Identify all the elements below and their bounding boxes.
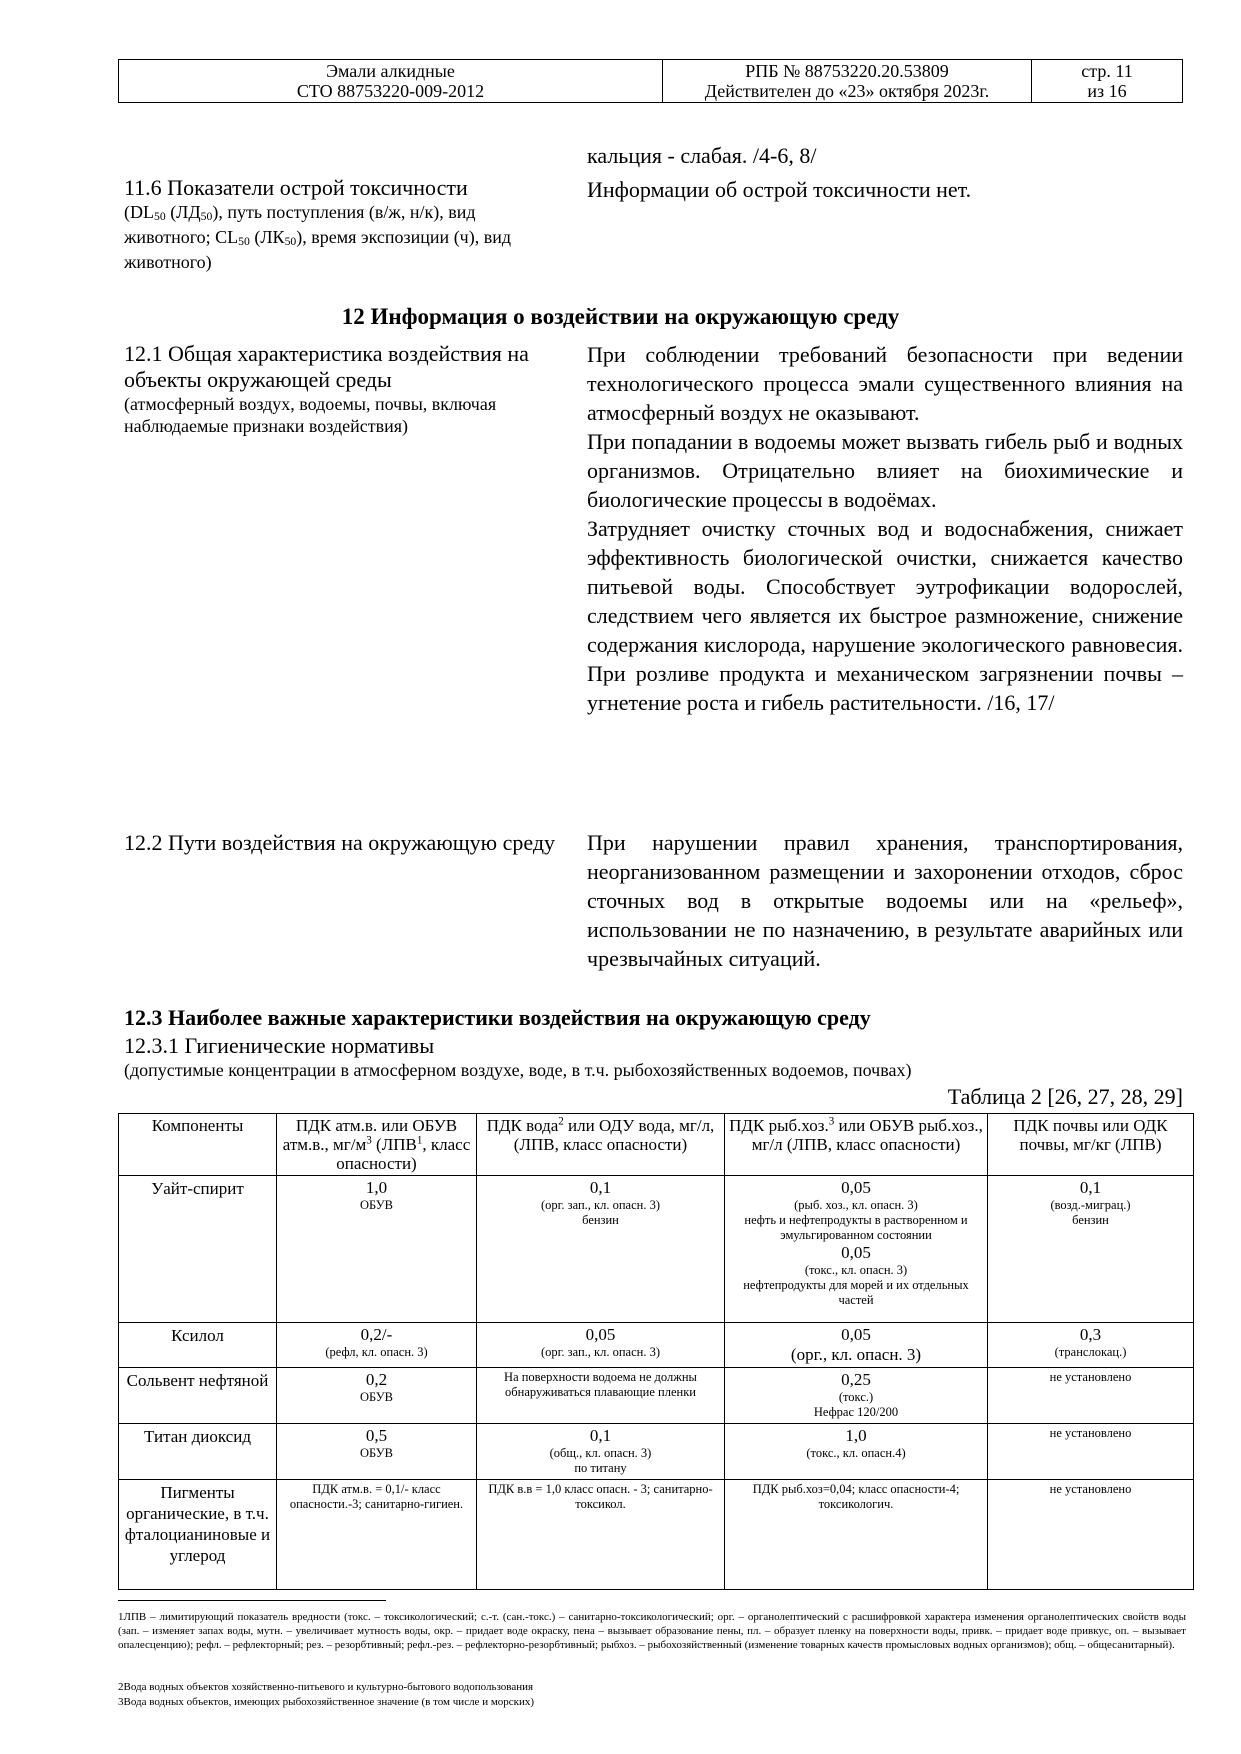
header-valid: Действителен до «23» октября 2023г. (704, 81, 990, 101)
row-soil: не установлено (988, 1424, 1194, 1480)
table-caption: Таблица 2 [26, 27, 28, 29] (947, 1084, 1183, 1109)
col-components: Компоненты (119, 1114, 277, 1176)
col-water: ПДК вода$^2$ или ОДУ вода, мг/л, (ЛПВ, класс опасности) (477, 1114, 725, 1176)
col-soil: ПДК почвы или ОДК почвы, мг/кг (ЛПВ) (988, 1114, 1194, 1176)
row-soil: не установлено (988, 1480, 1194, 1590)
header-page: стр. 11 (1081, 61, 1133, 81)
row-fish: 0,05 (орг., кл. опасн. 3) (725, 1323, 988, 1368)
table-header-row (119, 1114, 1194, 1176)
row-soil: 0,3 (транслокац.) (988, 1323, 1194, 1368)
table-row (119, 1424, 1194, 1480)
header-of: из 16 (1087, 81, 1127, 101)
row-air: 0,5 ОБУВ (277, 1424, 477, 1480)
row-water: 0,1 (орг. зап., кл. опасн. 3) бензин (477, 1176, 725, 1323)
hygiene-standards-table (118, 1113, 1194, 1590)
table-row (119, 1176, 1194, 1323)
row-component: Пигменты органические, в т.ч. фталоцианиновые и углерод (119, 1480, 277, 1590)
s11-6-value: Информации об острой токсичности нет. (587, 177, 972, 202)
row-water: На поверхности водоема не должны обнаруживаться плавающие пленки (477, 1368, 725, 1424)
s12-1-label: 12.1 Общая характеристика воздействия на объекты окружающей среды (124, 341, 529, 392)
col-air: ПДК атм.в. или ОБУВ атм.в., $мг/м^3$ (ЛПВ$^1$, класс опасности) (277, 1114, 477, 1176)
s12-3-title: 12.3 Наиболее важные характеристики воздействия на окружающую среду (124, 1005, 871, 1030)
row-fish: ПДК рыб.хоз=0,04; класс опасности-4; токсикологич. (725, 1480, 988, 1590)
header-standard: СТО 88753220-009-2012 (296, 81, 485, 101)
header-rpb-cell (663, 60, 1032, 103)
row-fish: 1,0 (токс., кл. опасн.4) (725, 1424, 988, 1480)
s12-1-label-block (124, 341, 564, 437)
s12-1-value (587, 340, 1183, 717)
s12-1-p1: При соблюдении требований безопасности при ведении технологического процесса эмали существенного влияния на атмосферный воздух не оказывают. (587, 342, 1183, 425)
row-component: Титан диоксид (119, 1424, 277, 1480)
row-fish: 0,25 (токс.) Нефрас 120/200 (725, 1368, 988, 1424)
s11-6-note: ($DL_{50}$ $(ЛД_{50})$, путь поступления (в/ж, н/к), вид животного; $CL_{50}$ $(ЛК_{50})$, время экспозиции (ч), вид животного) (124, 202, 512, 272)
row-fish: 0,05 (рыб. хоз., кл. опасн. 3) нефть и нефтепродукты в растворенном и эмульгированном состоянии 0,05 (токс., кл. опасн. 3) нефтепродукты для морей и их отдельных частей (725, 1176, 988, 1323)
table-row (119, 1323, 1194, 1368)
row-soil: 0,1 (возд.-миграц.) бензин (988, 1176, 1194, 1323)
s12-1-note: (атмосферный воздух, водоемы, почвы, включая наблюдаемые признаки воздействия) (124, 394, 497, 436)
header-page-cell (1032, 60, 1183, 103)
s12-3-1-note: (допустимые концентрации в атмосферном воздухе, воде, в т.ч. рыбохозяйственных водоемов, почвах) (124, 1060, 912, 1080)
section-12-title: 12 Информация о воздействии на окружающую среду (341, 304, 900, 329)
footnote-divider (118, 1600, 386, 1601)
s11-6-label: 11.6 Показатели острой токсичности (124, 175, 468, 200)
footnote-2: 2Вода водных объектов хозяйственно-питьевого и культурно-бытового водопользования (118, 1681, 534, 1693)
s12-2-value: При нарушении правил хранения, транспортирования, неорганизованном размещении и захоронении отходов, сброс сточных вод в открытые водоемы или на «рельеф», использовании не по назначению, в результате аварийных или чрезвычайных ситуаций. (587, 830, 1183, 971)
table-row (119, 1480, 1194, 1590)
footnote-3: 3Вода водных объектов, имеющих рыбохозяйственное значение (в том числе и морских) (118, 1696, 535, 1708)
header-rpb: РПБ № 88753220.20.53809 (745, 61, 949, 81)
row-water: 0,1 (общ., кл. опасн. 3) по титану (477, 1424, 725, 1480)
page-header (118, 59, 1183, 103)
row-component: Уайт-спирит (119, 1176, 277, 1323)
s12-1-p2: При попадании в водоемы может вызвать гибель рыб и водных организмов. Отрицательно влияет на биохимические и биологические процессы в водоёмах. (587, 429, 1183, 512)
row-air: ПДК атм.в. = 0,1/- класс опасности.-3; санитарно-гигиен. (277, 1480, 477, 1590)
header-product-cell (119, 60, 663, 103)
header-product: Эмали алкидные (326, 61, 455, 81)
table-row (119, 1368, 1194, 1424)
row-water: 0,05 (орг. зап., кл. опасн. 3) (477, 1323, 725, 1368)
row-water: ПДК в.в = 1,0 класс опасн. - 3; санитарно-токсикол. (477, 1480, 725, 1590)
row-component: Сольвент нефтяной (119, 1368, 277, 1424)
row-air: 0,2 ОБУВ (277, 1368, 477, 1424)
s12-2-label: 12.2 Пути воздействия на окружающую среду (124, 830, 556, 855)
s11-6-label-block (124, 175, 564, 273)
footnote-1: 1ЛПВ – лимитирующий показатель вредности (токс. – токсикологический; с.-т. (сан.-токс.) – санитарно-токсикологический; орг. – органолептический с расшифровкой характера изменения органолептических свойств воды (зап. – изменяет запах воды, мутн. – увеличивает мутность воды, окр. – придает воде окраску, пена – вызывает образование пены, пл. – образует пленку на поверхности воды, привк. – придает воде привкус, оп. – вызывает опалесценцию); рефл. – рефлекторный; рез. – резорбтивный; рефл.-рез. – рефлекторно-резорбтивный; рыбхоз. – рыбохозяйственный (изменение товарных качеств промысловых водных организмов); общ. – общесанитарный). (118, 1611, 1186, 1651)
top-continuation: кальция - слабая. /4-6, 8/ (587, 143, 817, 168)
row-soil: не установлено (988, 1368, 1194, 1424)
s12-3-1-title: 12.3.1 Гигиенические нормативы (124, 1033, 435, 1058)
row-component: Ксилол (119, 1323, 277, 1368)
row-air: 0,2/- (рефл, кл. опасн. 3) (277, 1323, 477, 1368)
col-fish: ПДК рыб.хоз.$^3$ или ОБУВ рыб.хоз., мг/л (ЛПВ, класс опасности) (725, 1114, 988, 1176)
s12-1-p3: Затрудняет очистку сточных вод и водоснабжения, снижает эффективность биологической очистки, снижается качество питьевой воды. Способствует эутрофикации водорослей, следствием чего является их быстрое размножение, снижение содержания кислорода, нарушение экологического равновесия. При розливе продукта и механическом загрязнении почвы – угнетение роста и гибель растительности. /16, 17/ (587, 516, 1183, 715)
row-air: 1,0 ОБУВ (277, 1176, 477, 1323)
